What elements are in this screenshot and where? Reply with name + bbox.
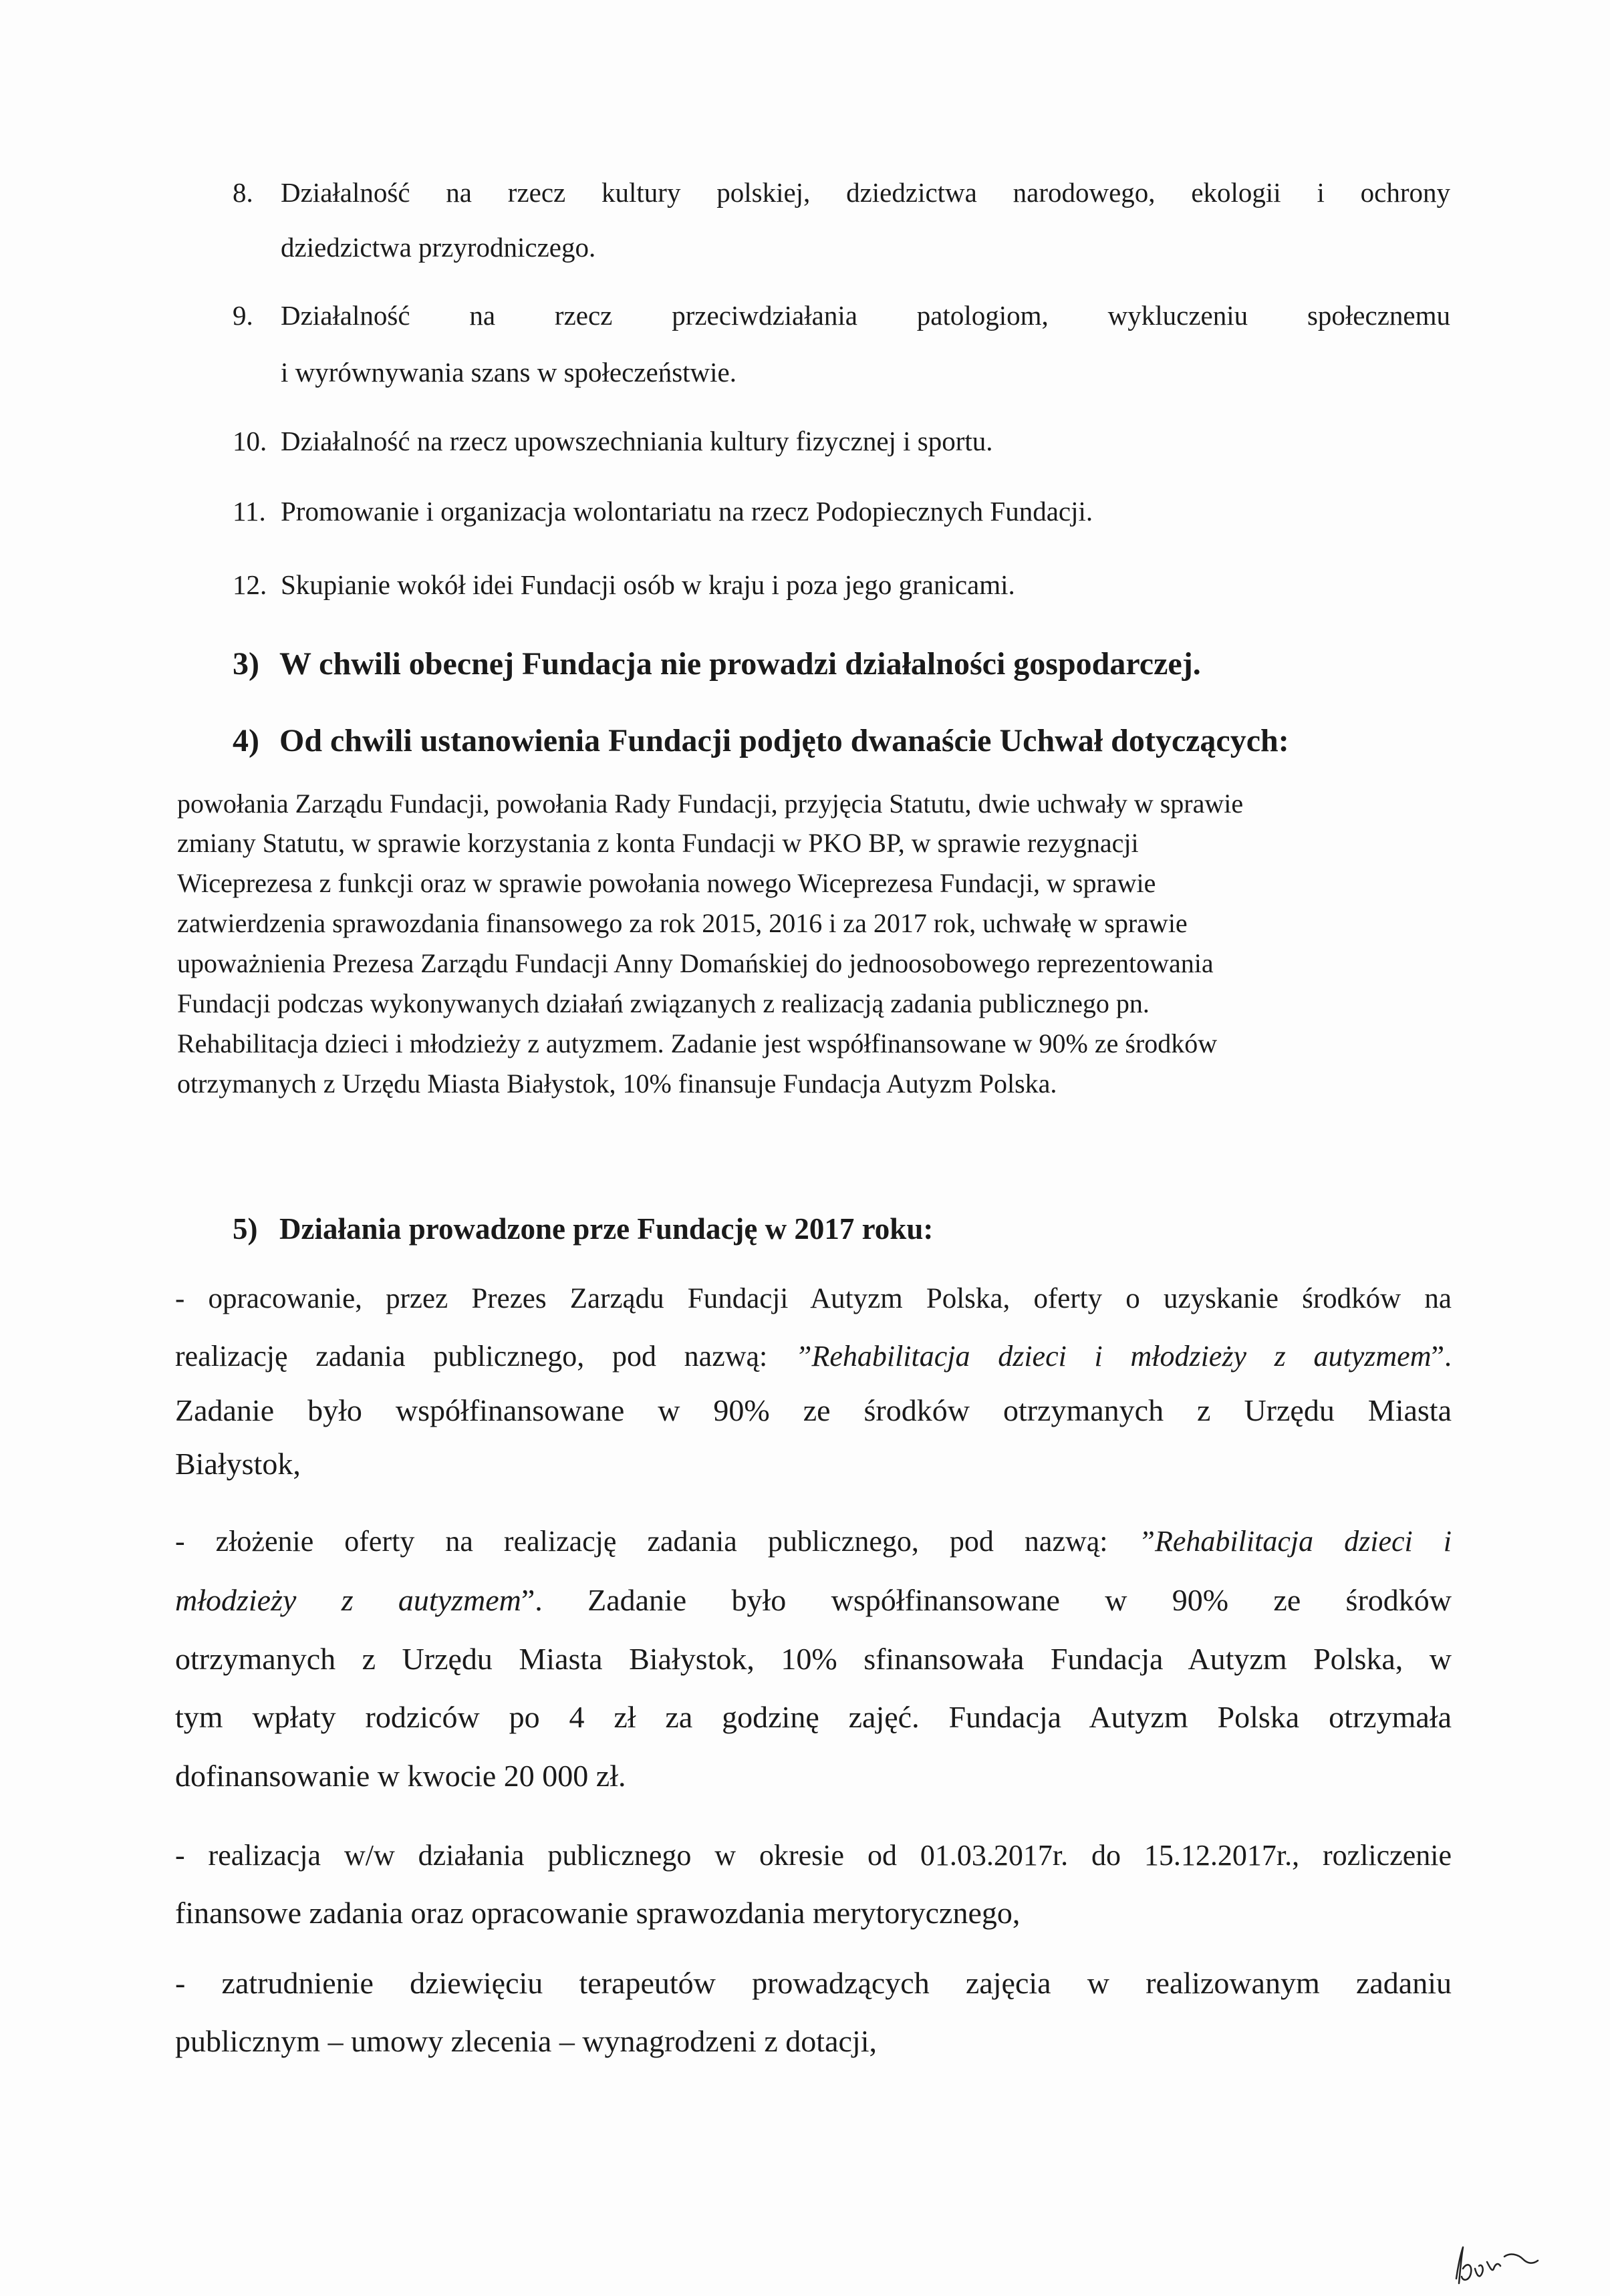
bullet-4-line-2: publicznym – umowy zlecenia – wynagrodzeni z dotacji, [175,2024,877,2058]
bullet-2-line-4: tym wpłaty rodziców po 4 zł za godzinę zajęć. Fundacja Autyzm Polska otrzymała [175,1700,1452,1734]
list-item-10-line-1: Działalność na rzecz upowszechniania kultury fizycznej i sportu. [281,426,993,456]
list-item-8-line-2: dziedzictwa przyrodniczego. [281,232,596,263]
bullet-1-line-1: - opracowanie, przez Prezes Zarządu Fundacji Autyzm Polska, oferty o uzyskanie środków na [175,1283,1452,1314]
handwritten-signature-icon [1454,2242,1540,2289]
list-item-11-line-1: Promowanie i organizacja wolontariatu na rzecz Podopiecznych Fundacji. [281,496,1093,527]
section-5-heading: Działania prowadzone prze Fundację w 2017 roku: [279,1212,934,1246]
bullet-1-line-2-suffix: ”. [1431,1340,1452,1373]
section-4-paragraph-line-3: Wiceprezesa z funkcji oraz w sprawie powołania nowego Wiceprezesa Fundacji, w sprawie [177,868,1156,898]
section-4-paragraph-line-7: Rehabilitacja dzieci i młodzieży z autyzmem. Zadanie jest współfinansowane w 90% ze środków [177,1028,1218,1058]
list-item-12-line-1: Skupianie wokół idei Fundacji osób w kraju i poza jego granicami. [281,569,1015,600]
bullet-2-task-title-part-1: ”Rehabilitacja dzieci i [1138,1525,1452,1558]
section-4-paragraph-line-4: zatwierdzenia sprawozdania finansowego za rok 2015, 2016 i za 2017 rok, uchwałę w sprawie [177,908,1188,938]
list-item-9-line-2: i wyrównywania szans w społeczeństwie. [281,357,737,388]
list-item-12-number: 12. [233,569,267,600]
section-4-paragraph-line-8: otrzymanych z Urzędu Miasta Białystok, 10% finansuje Fundacja Autyzm Polska. [177,1068,1057,1099]
bullet-3-line-1: - realizacja w/w działania publicznego w okresie od 01.03.2017r. do 15.12.2017r., rozliczenie [175,1839,1452,1872]
section-4-paragraph-line-6: Fundacji podczas wykonywanych działań związanych z realizacją zadania publicznego pn. [177,988,1150,1018]
list-item-8-number: 8. [233,177,253,208]
bullet-2-line-1-text: - złożenie oferty na realizację zadania publicznego, pod nazwą: [175,1525,1139,1558]
section-4-number: 4) [233,723,259,758]
bullet-1-line-2 [175,1342,1452,1371]
list-item-8-line-1: Działalność na rzecz kultury polskiej, dziedzictwa narodowego, ekologii i ochrony [281,177,1450,208]
bullet-1-line-3: Zadanie było współfinansowane w 90% ze środków otrzymanych z Urzędu Miasta [175,1393,1452,1427]
bullet-1-line-4: Białystok, [175,1447,301,1481]
list-item-9-number: 9. [233,300,253,331]
bullet-1-task-title: ”Rehabilitacja dzieci i młodzieży z autyzmem [795,1340,1432,1373]
bullet-2-task-title-part-2: młodzieży z autyzmem [175,1583,521,1617]
list-item-11-number: 11. [233,496,266,527]
section-3-heading: W chwili obecnej Fundacja nie prowadzi działalności gospodarczej. [279,646,1201,682]
bullet-2-line-2 [175,1585,1452,1616]
bullet-4-line-1: - zatrudnienie dziewięciu terapeutów prowadzących zajęcia w realizowanym zadaniu [175,1966,1452,2000]
bullet-2-line-2-suffix: ”. Zadanie było współfinansowane w 90% ze środków [521,1583,1452,1617]
list-item-9-line-1: Działalność na rzecz przeciwdziałania patologiom, wykluczeniu społecznemu [281,300,1450,331]
bullet-2-line-1 [175,1527,1452,1556]
bullet-2-line-3: otrzymanych z Urzędu Miasta Białystok, 10% sfinansowała Fundacja Autyzm Polska, w [175,1642,1452,1676]
bullet-3-line-2: finansowe zadania oraz opracowanie sprawozdania merytorycznego, [175,1896,1021,1930]
bullet-2-line-5: dofinansowanie w kwocie 20 000 zł. [175,1759,626,1793]
bullet-1-line-2-text: realizację zadania publicznego, pod nazwą: [175,1340,795,1373]
section-4-paragraph-line-2: zmiany Statutu, w sprawie korzystania z konta Fundacji w PKO BP, w sprawie rezygnacji [177,828,1139,858]
section-4-paragraph-line-5: upoważnienia Prezesa Zarządu Fundacji Anny Domańskiej do jednoosobowego reprezentowania [177,948,1214,978]
list-item-10-number: 10. [233,426,267,456]
section-5-number: 5) [233,1212,258,1246]
section-3-number: 3) [233,646,259,682]
section-4-paragraph-line-1: powołania Zarządu Fundacji, powołania Rady Fundacji, przyjęcia Statutu, dwie uchwały w sprawie [177,788,1244,819]
section-4-heading: Od chwili ustanowienia Fundacji podjęto dwanaście Uchwał dotyczących: [279,723,1289,758]
